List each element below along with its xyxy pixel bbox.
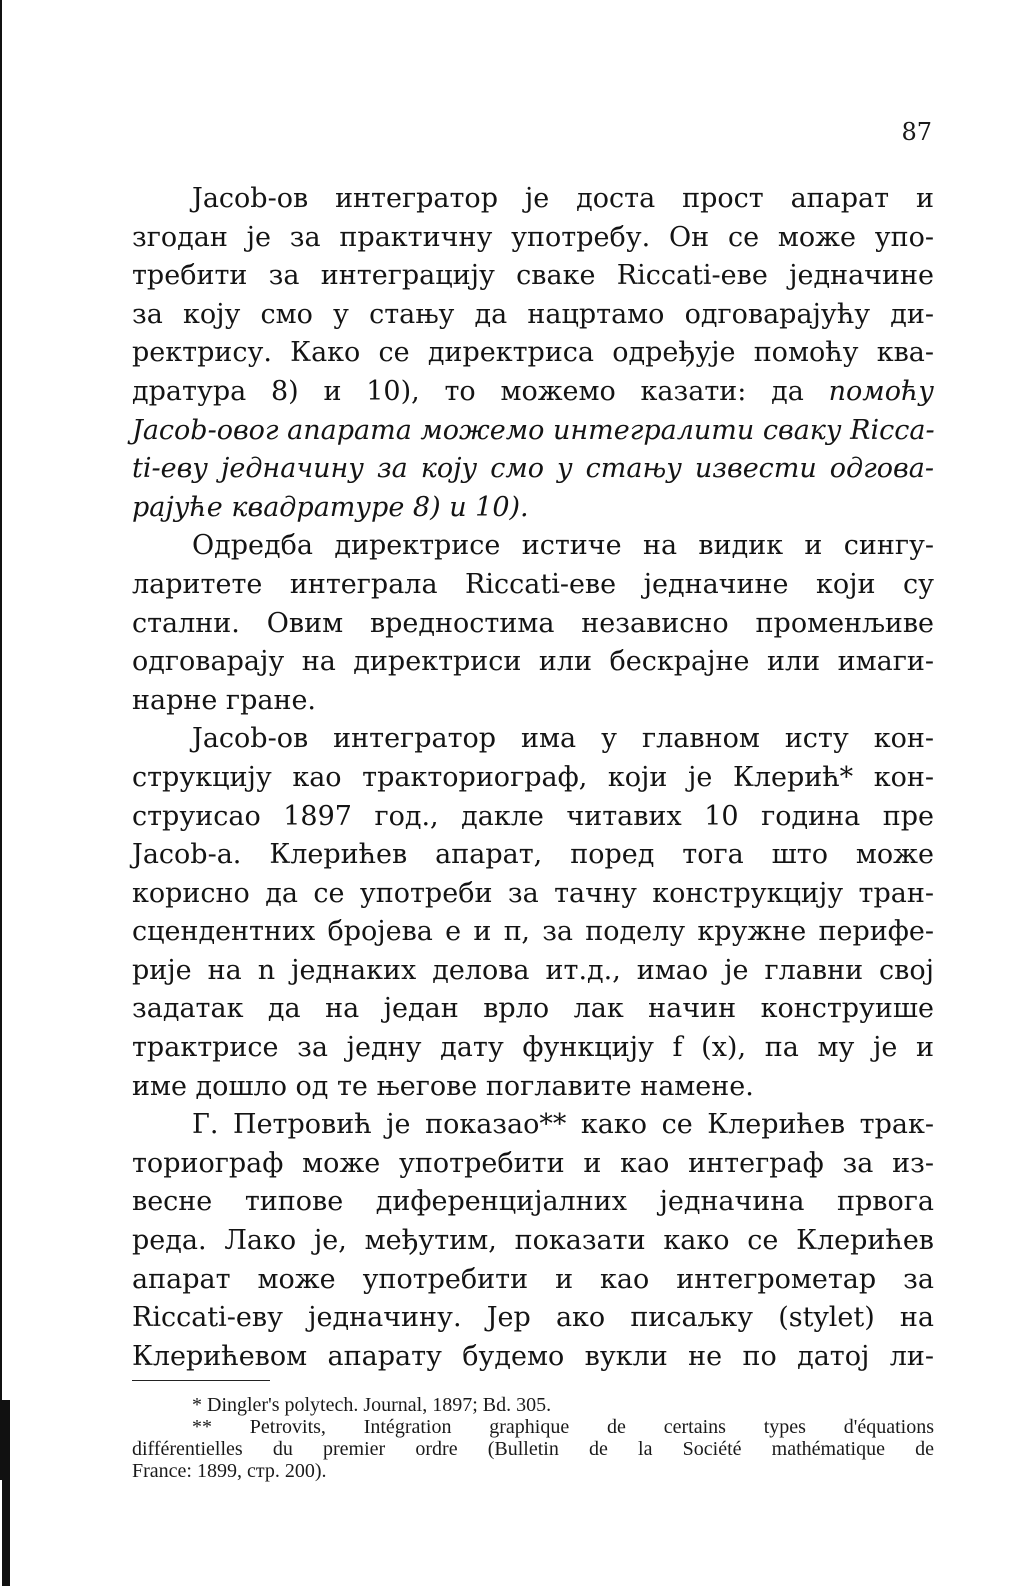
- scan-edge-mark: [0, 0, 2, 1480]
- text-line: задатак да на један врло лак начин конструише: [132, 993, 934, 1025]
- text-line: за коју смо у стању да нацртамо одговарајућу ди-: [132, 298, 934, 330]
- footnote-line: France: 1899, стр. 200).: [132, 1460, 327, 1482]
- text-line: ti-еву једначину за коју смо у стању извести одгова-: [132, 453, 934, 485]
- text-line: рије на n једнаких делова ит.д., имао је главни свој: [132, 954, 934, 986]
- text-line: Г. Петровић је показао** како се Клерићев трак-: [192, 1109, 934, 1141]
- text-line: реда. Лако је, међутим, показати како се Клерићев: [132, 1225, 934, 1257]
- text-line: струкцију као трактoриограф, који је Клерић* кон-: [132, 761, 934, 793]
- text-line: Jacob-а. Клерићев апарат, поред тога што може: [132, 839, 934, 871]
- text-line: нарне гране.: [132, 684, 317, 716]
- text-line: весне типове диференцијалних једначина првога: [132, 1186, 934, 1218]
- text-line: име дошло од те његове поглавите намене.: [132, 1070, 754, 1102]
- text-line: требити за интеграцију сваке Riccati-еве једначине: [132, 260, 934, 292]
- footnote-rule: [132, 1380, 270, 1381]
- text-line: апарат може употребити и као интегрометар за: [132, 1263, 934, 1295]
- text-line: ректрису. Како се директриса одређује помоћу ква-: [132, 337, 934, 369]
- text-line: Jacob-ов интегратор има у главном исту кон-: [192, 723, 934, 755]
- scan-edge-mark: [2, 1400, 10, 1586]
- footnote-line: * Dingler's polytech. Journal, 1897; Bd. 305.: [192, 1394, 552, 1416]
- footnotes: [132, 1394, 934, 1482]
- text-line: Одредба директрисе истиче на видик и сингу-: [192, 530, 934, 562]
- text-line: трактрисе за једну дату функцију f (x), па му је и: [132, 1032, 934, 1064]
- text-line: струисао 1897 год., дакле читавих 10 година пре: [132, 800, 934, 832]
- text-line: рајуће квадратуре 8) и 10).: [132, 491, 529, 523]
- text-line: Клерићевом апарату будемо вукли не по датој ли-: [132, 1340, 934, 1372]
- text-line: Jacob-ов интегратор је доста прост апарат и: [192, 183, 934, 214]
- text-line: ларитете интеграла Riccati-еве једначине који су: [132, 568, 934, 600]
- text-line: стални. Овим вредностима независно променљиве: [132, 607, 934, 639]
- text-line: Riccati-еву једначину. Јер ако писаљку (stylet) на: [132, 1302, 934, 1334]
- footnote-line: ** Petrovits, Intégration graphique de certains types d'équations: [192, 1416, 934, 1438]
- page-number: 87: [901, 118, 932, 146]
- text-line: Jacob-овог апарата можемо интегралити сваку Ricca-: [132, 414, 935, 446]
- text-line: згодан је за практичну употребу. Он се може упо-: [132, 221, 934, 253]
- text-line: дратура 8) и 10), то можемо казати: да помоћу: [132, 375, 935, 407]
- text-line: корисно да се употреби за тачну конструкцију тран-: [132, 877, 934, 909]
- text-line: тoриограф може употребити и као интеграф за из-: [132, 1147, 934, 1179]
- text-line: одговарају на директриси или бескрајне или имаги-: [132, 646, 934, 678]
- footnote-line: différentielles du premier ordre (Bulletin de la Société mathématique de: [132, 1438, 934, 1460]
- text-line: сцендентних бројева е и π, за поделу кружне перифе-: [132, 916, 934, 948]
- body-text: [132, 180, 934, 1376]
